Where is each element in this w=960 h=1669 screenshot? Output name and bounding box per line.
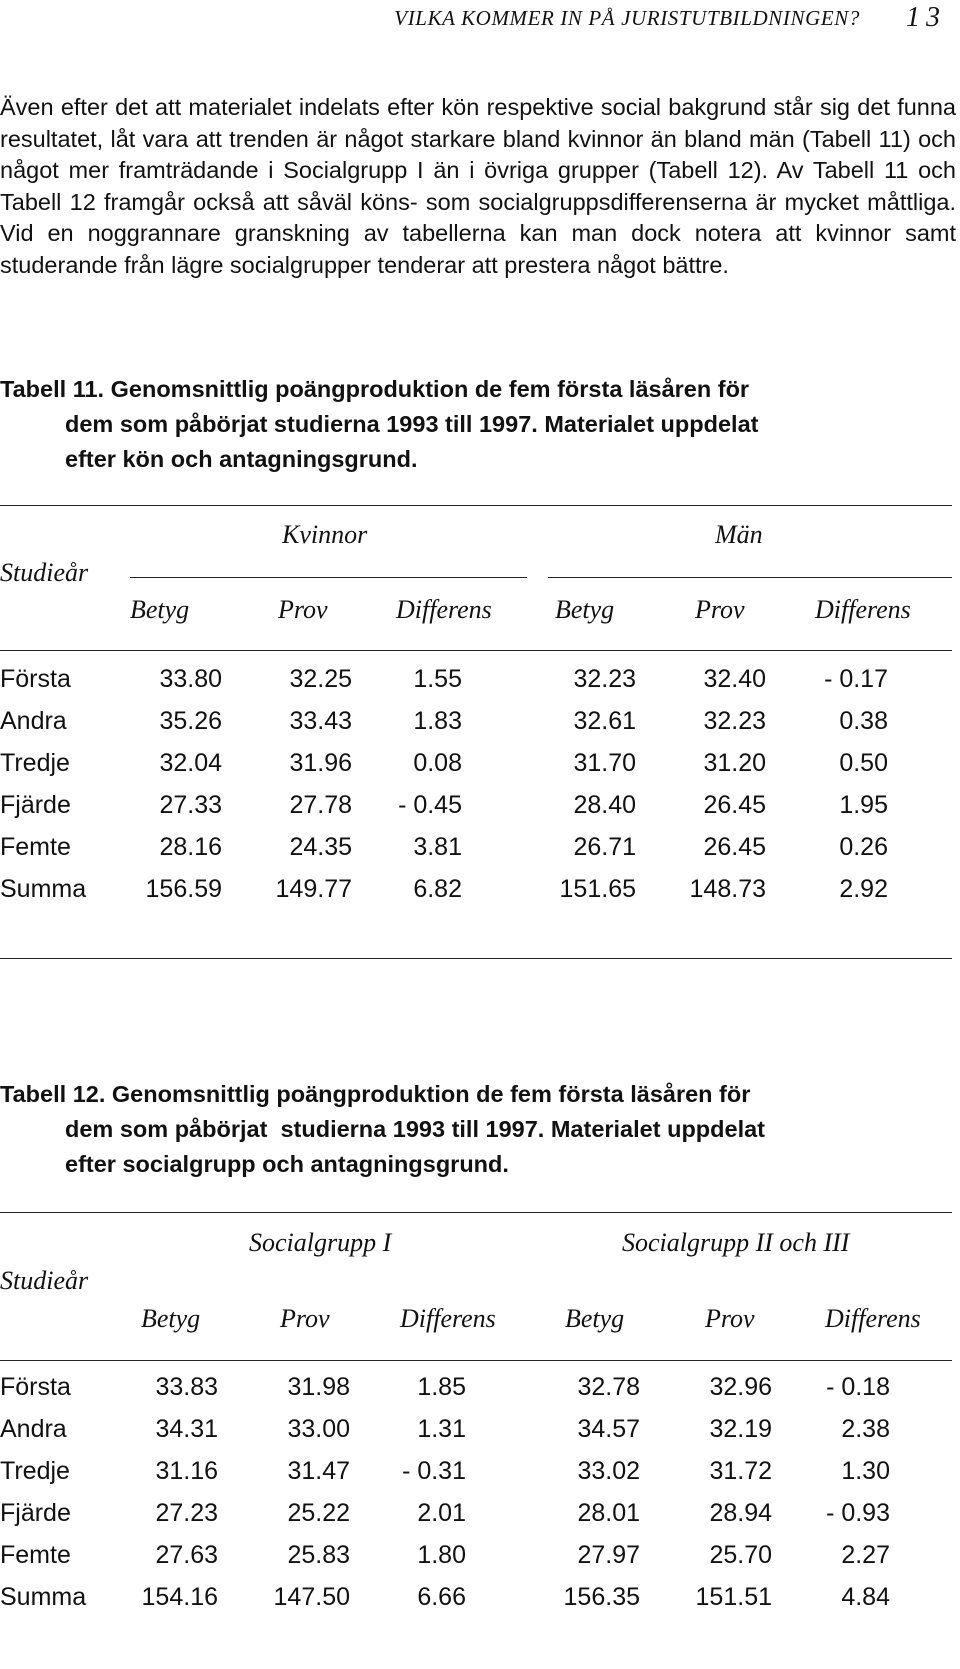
table12-subcol-header: Betyg	[141, 1304, 201, 1333]
table11-cell: - 0.45	[398, 791, 462, 819]
table12-cell: 1.85	[417, 1373, 466, 1401]
table12-cell: 147.50	[273, 1583, 350, 1611]
table12-cell: 33.02	[577, 1457, 640, 1485]
table12-cell: 32.96	[709, 1373, 772, 1401]
table11-subcol-header: Betyg	[130, 595, 190, 624]
table12-top-rule	[0, 1212, 952, 1213]
table11-cell: 26.45	[703, 833, 766, 861]
table12-cell: 25.22	[287, 1499, 350, 1527]
table11-cell: 1.55	[413, 665, 462, 693]
table12-subcol-header: Differens	[825, 1304, 921, 1333]
table11-group-b-header: Män	[715, 520, 763, 549]
table12-cell: 31.47	[287, 1457, 350, 1485]
table12-cell: 151.51	[695, 1583, 772, 1611]
table-12	[0, 1212, 952, 1662]
table12-cell: 34.57	[577, 1415, 640, 1443]
table12-caption-line-2: dem som påbörjat studierna 1993 till 1997. Materialet uppdelat	[65, 1116, 765, 1142]
table11-caption-line-3: efter kön och antagningsgrund.	[65, 446, 418, 472]
table11-caption-line-2: dem som påbörjat studierna 1993 till 1997. Materialet uppdelat	[65, 411, 759, 437]
table11-subcol-header: Betyg	[555, 595, 615, 624]
table12-cell: - 0.31	[402, 1457, 466, 1485]
table12-row-label: Femte	[0, 1541, 71, 1569]
table11-cell: 32.25	[289, 665, 352, 693]
table12-cell: 27.97	[577, 1541, 640, 1569]
table12-row-label: Andra	[0, 1415, 67, 1443]
table12-subcol-header: Prov	[705, 1304, 755, 1333]
table11-caption-number: Tabell 11.	[0, 376, 105, 402]
table11-cell: 2.92	[839, 875, 888, 903]
table11-cell: 28.16	[159, 833, 222, 861]
table12-caption	[0, 1077, 956, 1182]
table12-caption-line-3: efter socialgrupp och antagningsgrund.	[65, 1151, 509, 1177]
table12-cell: 1.30	[841, 1457, 890, 1485]
table12-cell: 31.72	[709, 1457, 772, 1485]
table11-cell: 32.40	[703, 665, 766, 693]
table12-group-b-header: Socialgrupp II och III	[622, 1228, 850, 1257]
table12-cell: 27.23	[155, 1499, 218, 1527]
table11-row-label: Fjärde	[0, 791, 71, 819]
table11-row-header: Studieår	[0, 558, 89, 587]
table12-cell: 25.70	[709, 1541, 772, 1569]
table11-cell: 26.71	[573, 833, 636, 861]
table11-cell: 32.04	[159, 749, 222, 777]
table11-cell: 32.23	[573, 665, 636, 693]
table12-cell: 1.80	[417, 1541, 466, 1569]
table11-row-label: Första	[0, 665, 71, 693]
table11-subcol-header: Differens	[815, 595, 911, 624]
table11-cell: 0.50	[839, 749, 888, 777]
table12-cell: 28.94	[709, 1499, 772, 1527]
table11-cell: 0.08	[413, 749, 462, 777]
table11-row-label: Tredje	[0, 749, 70, 777]
table11-cell: 148.73	[689, 875, 766, 903]
body-paragraph: Även efter det att materialet indelats efter kön respektive social bakgrund står sig det funna resultatet, låt vara att trenden är något starkare bland kvinnor än bland män (Tabell 11) och något mer framträdande i Socialgrupp I än i övriga grupper (Tabell 12). Av Tabell 11 och Tabell 12 framgår också att såväl köns- som socialgruppsdifferenserna är mycket måttliga. Vid en noggrannare granskning av tabellerna kan man dock notera att kvinnor samt studerande från lägre socialgrupper tenderar att prestera något bättre.	[0, 94, 956, 278]
table12-cell: - 0.93	[826, 1499, 890, 1527]
table11-cell: 31.70	[573, 749, 636, 777]
table12-cell: 31.16	[155, 1457, 218, 1485]
table11-cell: 1.83	[413, 707, 462, 735]
table11-cell: 32.23	[703, 707, 766, 735]
table11-group-a-header: Kvinnor	[282, 520, 368, 549]
table12-cell: 33.83	[155, 1373, 218, 1401]
table12-caption-number: Tabell 12.	[0, 1081, 106, 1107]
table12-cell: 32.19	[709, 1415, 772, 1443]
table11-subcol-header: Prov	[695, 595, 745, 624]
table11-cell: 31.20	[703, 749, 766, 777]
running-title: VILKA KOMMER IN PÅ JURISTUTBILDNINGEN?	[394, 6, 860, 30]
table11-cell: 27.78	[289, 791, 352, 819]
table11-row-label: Summa	[0, 875, 87, 903]
table12-cell: 2.27	[841, 1541, 890, 1569]
table12-cell: 33.00	[287, 1415, 350, 1443]
table12-cell: 28.01	[577, 1499, 640, 1527]
table12-cell: 25.83	[287, 1541, 350, 1569]
table11-caption	[0, 372, 956, 477]
table12-subcol-header: Differens	[400, 1304, 496, 1333]
table11-cell: 24.35	[289, 833, 352, 861]
table11-cell: 0.26	[839, 833, 888, 861]
table11-cell: 28.40	[573, 791, 636, 819]
table12-row-label: Första	[0, 1373, 71, 1401]
table12-cell: 1.31	[417, 1415, 466, 1443]
table12-cell: 31.98	[287, 1373, 350, 1401]
table11-subcol-header: Prov	[278, 595, 328, 624]
table12-header-rule	[0, 1360, 952, 1361]
table11-cell: 35.26	[159, 707, 222, 735]
table11-cell: 6.82	[413, 875, 462, 903]
table11-cell: 33.43	[289, 707, 352, 735]
table12-subcol-header: Betyg	[565, 1304, 625, 1333]
running-header	[0, 2, 960, 32]
table11-row-label: Femte	[0, 833, 71, 861]
table-11	[0, 505, 952, 965]
table11-cell: 3.81	[413, 833, 462, 861]
table11-cell: 0.38	[839, 707, 888, 735]
table12-cell: 27.63	[155, 1541, 218, 1569]
table11-cell: 27.33	[159, 791, 222, 819]
table11-cell: 33.80	[159, 665, 222, 693]
table11-bottom-rule	[0, 958, 952, 959]
table12-cell: 4.84	[841, 1583, 890, 1611]
table12-cell: 156.35	[563, 1583, 640, 1611]
table11-header-rule	[0, 650, 952, 651]
table12-row-label: Tredje	[0, 1457, 70, 1485]
table12-cell: 6.66	[417, 1583, 466, 1611]
page-number: 13	[906, 2, 946, 33]
table12-row-label: Fjärde	[0, 1499, 71, 1527]
table12-subcol-header: Prov	[280, 1304, 330, 1333]
table12-cell: - 0.18	[826, 1373, 890, 1401]
table11-group-b-rule	[548, 577, 952, 578]
table11-top-rule	[0, 505, 952, 506]
table11-subcol-header: Differens	[396, 595, 492, 624]
table12-cell: 154.16	[141, 1583, 218, 1611]
table12-row-label: Summa	[0, 1583, 87, 1611]
table11-cell: 26.45	[703, 791, 766, 819]
table12-row-header: Studieår	[0, 1266, 89, 1295]
table11-cell: 149.77	[275, 875, 352, 903]
table12-cell: 2.38	[841, 1415, 890, 1443]
table12-group-a-header: Socialgrupp I	[249, 1228, 392, 1257]
table11-caption-line-1: Tabell 11. Genomsnittlig poängproduktion de fem första läsåren för	[0, 376, 750, 402]
table12-cell: 32.78	[577, 1373, 640, 1401]
table11-group-a-rule	[130, 577, 527, 578]
table12-cell: 2.01	[417, 1499, 466, 1527]
table11-row-label: Andra	[0, 707, 67, 735]
table11-cell: 32.61	[573, 707, 636, 735]
table11-cell: 156.59	[145, 875, 222, 903]
table11-cell: 31.96	[289, 749, 352, 777]
table11-cell: - 0.17	[824, 665, 888, 693]
table11-cell: 151.65	[559, 875, 636, 903]
table11-cell: 1.95	[839, 791, 888, 819]
table12-cell: 34.31	[155, 1415, 218, 1443]
table12-caption-line-1: Tabell 12. Genomsnittlig poängproduktion de fem första läsåren för	[0, 1081, 751, 1107]
